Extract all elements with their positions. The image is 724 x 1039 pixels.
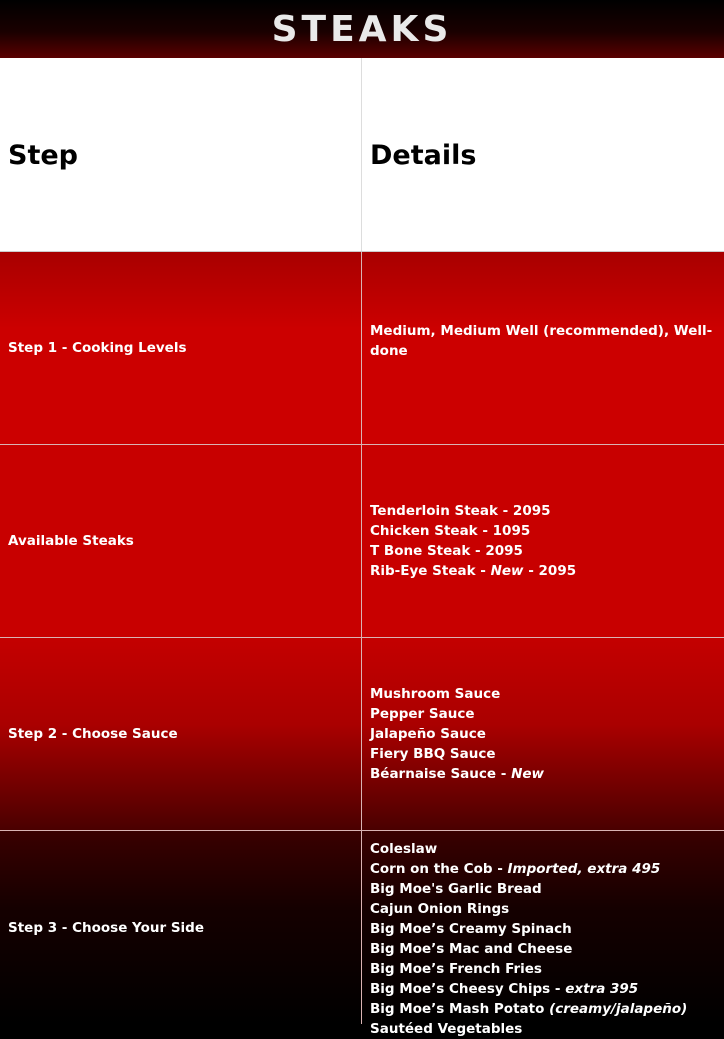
table-row <box>0 638 724 831</box>
table-row <box>0 445 724 638</box>
list-item: Big Moe’s Mac and Cheese <box>370 941 573 957</box>
header-cell-details <box>362 58 724 251</box>
list-item: Mushroom Sauce <box>370 686 501 702</box>
list-item: Jalapeño Sauce <box>370 726 486 742</box>
list-item: Chicken Steak - 1095 <box>370 523 531 539</box>
list-item: Big Moe’s French Fries <box>370 961 542 977</box>
table-header-row <box>0 58 724 252</box>
list-item: Big Moe’s Creamy Spinach <box>370 921 572 937</box>
step-label: Step 1 - Cooking Levels <box>8 340 187 356</box>
page-title: STEAKS <box>271 8 453 50</box>
list-item: Sautéed Vegetables <box>370 1021 523 1037</box>
list-item: Pepper Sauce <box>370 706 475 722</box>
details-cell <box>362 252 724 444</box>
step-cell <box>0 252 362 444</box>
list-item: Big Moe’s Mash Potato (creamy/jalapeño) <box>370 1001 688 1017</box>
step-cell <box>0 638 362 830</box>
list-item: Tenderloin Steak - 2095 <box>370 503 551 519</box>
table-row <box>0 252 724 445</box>
list-item: Fiery BBQ Sauce <box>370 746 496 762</box>
header-cell-step <box>0 58 362 251</box>
page-header <box>0 0 724 58</box>
column-header-step: Step <box>8 140 78 171</box>
list-item: Big Moe's Garlic Bread <box>370 881 542 897</box>
step-label: Step 3 - Choose Your Side <box>8 919 205 936</box>
step-cell <box>0 831 362 1024</box>
column-header-details: Details <box>370 140 477 171</box>
step-label: Step 2 - Choose Sauce <box>8 726 178 742</box>
step-label: Available Steaks <box>8 533 134 549</box>
list-item: T Bone Steak - 2095 <box>370 543 523 559</box>
table-row <box>0 831 724 1037</box>
details-cell <box>362 831 724 1037</box>
list-item: Corn on the Cob - Imported, extra 495 <box>370 861 661 877</box>
list-item: Rib-Eye Steak - New - 2095 <box>370 563 577 579</box>
list-item: Béarnaise Sauce - New <box>370 766 544 782</box>
details-cell <box>362 445 724 637</box>
cooking-levels-text: Medium, Medium Well (recommended), Well-done <box>370 323 713 359</box>
list-item: Big Moe’s Cheesy Chips - extra 395 <box>370 981 639 997</box>
list-item: Cajun Onion Rings <box>370 901 510 917</box>
step-cell <box>0 445 362 637</box>
details-cell <box>362 638 724 830</box>
list-item: Coleslaw <box>370 841 438 857</box>
